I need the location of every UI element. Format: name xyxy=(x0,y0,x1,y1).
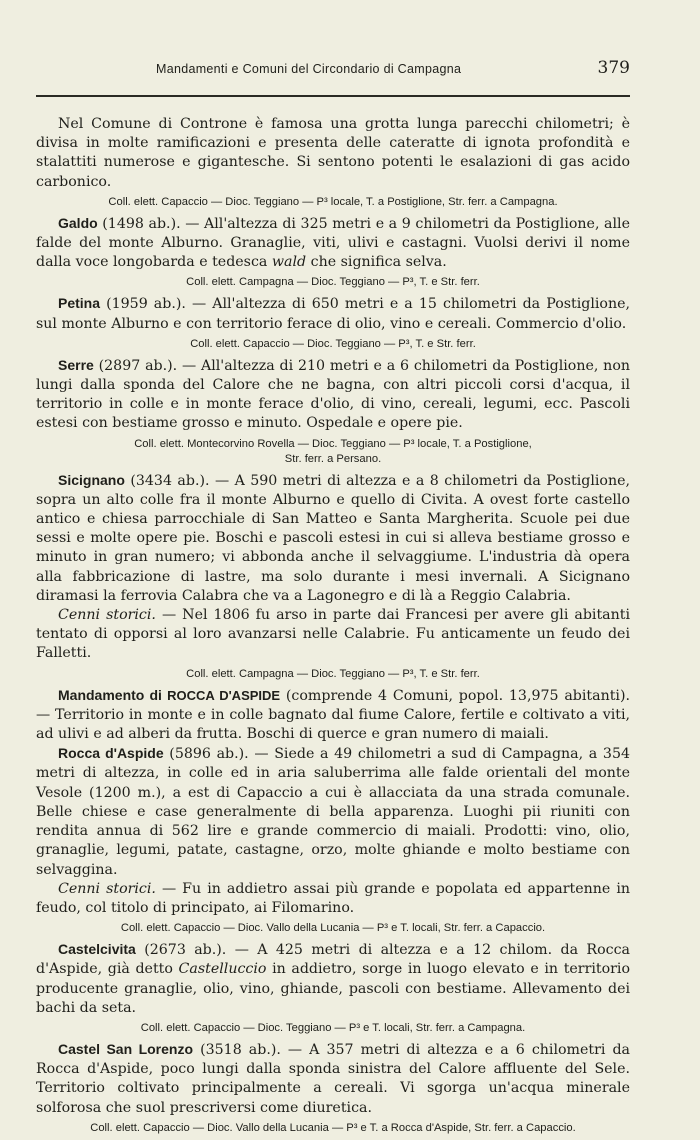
entry-controne-paragraph xyxy=(36,115,630,192)
history-text: — Nel 1806 fu arso in parte dai Francesi per avere gli abitanti tentato di opporsi al loro avanzarsi nelle Calabrie. Fu anticamente un feudo dei Falletti. xyxy=(36,607,630,662)
entry-italic-word: wald xyxy=(271,254,307,271)
entry-petina-paragraph xyxy=(36,294,630,333)
coll-line: Coll. elett. Montecorvino Rovella — Dioc. Teggiano — P³ locale, T. a Postiglione, xyxy=(134,437,532,450)
mandamento-name: ROCCA D'ASPIDE xyxy=(167,687,281,703)
entry-text: Nel Comune di Controne è famosa una grotta lunga parecchi chilometri; è divisa in molte ramificazioni e presenta delle cateratte di ignota profondità e stalattiti numerose e gigantesche. Si sentono potenti le esalazioni di gas acido carbonico. xyxy=(36,116,630,190)
entry-title: Sicignano xyxy=(58,471,125,488)
entry-text: che significa selva. xyxy=(306,254,447,271)
header-rule xyxy=(36,95,630,97)
running-title: Mandamenti e Comuni del Circondario di Campagna xyxy=(156,62,462,76)
entry-castel-san-lorenzo-paragraph xyxy=(36,1040,630,1118)
entry-castel-san-lorenzo-coll: Coll. elett. Capaccio — Dioc. Vallo della Lucania — P³ e T. a Rocca d'Aspide, Str. ferr. a Capaccio. xyxy=(90,1121,576,1134)
entry-petina-coll: Coll. elett. Capaccio — Dioc. Teggiano — P³, T. e Str. ferr. xyxy=(190,337,476,350)
history-label: Cenni storici. xyxy=(58,880,156,897)
entry-text: (3518 ab.). — A 357 metri di altezza e a 6 chilometri da Rocca d'Aspide, poco lungi dalla sponda sinistra del Calore affluente del Sele. Territorio coltivato principalmente a cereali. Vi sgorga un'acqua minerale solforosa che suol prescriversi come diuretica. xyxy=(36,1041,630,1116)
entry-galdo-coll: Coll. elett. Campagna — Dioc. Teggiano — P³, T. e Str. ferr. xyxy=(186,276,480,289)
entry-text: (1959 ab.). — All'altezza di 650 metri e a 15 chilometri da Postiglione, sul monte Alburno e con territorio ferace di olio, vino e cereali. Commercio d'olio. xyxy=(36,296,630,332)
coll-line: Str. ferr. a Persano. xyxy=(284,452,382,465)
entry-sicignano-paragraph xyxy=(36,471,630,606)
entry-title: Castelcivita xyxy=(58,941,136,958)
entry-text: in addietro, sorge in luogo elevato e in territorio producente granaglie, olio, vino, ghiande, pascoli con bestiame. Allevamento dei bachi da seta. xyxy=(36,961,630,1016)
entry-controne-coll: Coll. elett. Capaccio — Dioc. Teggiano — P³ locale, T. a Postiglione, Str. ferr. a Campagna. xyxy=(108,195,558,208)
entry-sicignano-coll: Coll. elett. Campagna — Dioc. Teggiano — P³, T. e Str. ferr. xyxy=(186,667,480,680)
entry-rocca-history xyxy=(36,880,630,918)
history-label: Cenni storici. xyxy=(58,607,156,624)
entry-title: Petina xyxy=(58,295,101,312)
entry-title: Serre xyxy=(58,356,94,373)
entry-text: (2897 ab.). — All'altezza di 210 metri e a 6 chilometri da Postiglione, non lungi dalla sponda del Calore che ne bagna, con altri piccoli corsi d'acqua, il territorio in colle e in monte ferace d'olio, di vino, cereali, legumi, ecc. Pascoli estesi con bestiame grosso e minuto. Ospedale e opere pie. xyxy=(36,357,630,432)
entry-rocca-paragraph xyxy=(36,744,630,879)
entry-galdo-paragraph xyxy=(36,214,630,273)
entry-rocca-coll: Coll. elett. Capaccio — Dioc. Vallo della Lucania — P³ e T. locali, Str. ferr. a Capaccio. xyxy=(120,922,546,935)
page-number: 379 xyxy=(597,58,630,78)
mandamento-rocca-paragraph xyxy=(36,686,630,745)
entry-serre-coll xyxy=(36,437,630,467)
entry-text: (2673 ab.). — A 425 metri di altezza e a 12 chilom. da Rocca d'Aspide, già detto xyxy=(36,942,630,978)
history-text: — Fu in addietro assai più grande e popolata ed appartenne in feudo, col titolo di principato, ai Filomarino. xyxy=(36,880,630,916)
entry-title: Rocca d'Aspide xyxy=(58,745,164,762)
entry-title: Galdo xyxy=(58,214,98,231)
entry-castelcivita-paragraph xyxy=(36,940,630,1018)
page-body xyxy=(36,115,630,1140)
entry-text: (comprende 4 Comuni, popol. 13,975 abitanti). — Territorio in monte e in colle bagnato dal fiume Calore, fertile e coltivato a viti, ad ulivi e ad alberi da frutta. Boschi di querce e gran numero di maiali. xyxy=(36,687,630,743)
entry-title: Castel San Lorenzo xyxy=(58,1040,194,1057)
entry-text: (1498 ab.). — All'altezza di 325 metri e a 9 chilometri da Postiglione, alle falde del monte Alburno. Granaglie, viti, ulivi e castagni. Vuolsi derivi il nome dalla voce longobarda e tedesca xyxy=(36,215,630,271)
entry-serre-paragraph xyxy=(36,356,630,434)
entry-text: (3434 ab.). — A 590 metri di altezza e a 8 chilometri da Postiglione, sopra un alto colle fra il monte Alburno e quello di Civita. A ovest forte castello antico e chiesa parrocchiale di San Matteo e Santa Margherita. Scuole pei due sessi e molte opere pie. Boschi e pascoli estesi in cui si alleva bestiame grosso e minuto in gran numero; vi abbonda anche il selvaggiume. L'industria dà opera alla fabbricazione di lastre, ma solo durante i mesi invernali. A Sicignano diramasi la ferrovia Calabra che va a Lagonegro e di là a Reggio Calabria. xyxy=(36,472,630,604)
entry-italic-word: Castelluccio xyxy=(178,961,267,978)
entry-text: (5896 ab.). — Siede a 49 chilometri a sud di Campagna, a 354 metri di altezza, in colle ed in aria saluberrima alle falde orientali del monte Vesole (1200 m.), a est di Capaccio a cui è allacciata da una strada comunale. Belle chiese e case generalmente di bella apparenza. Luoghi pii riuniti con rendita annua di 562 lire e grande commercio di maiali. Prodotti: vino, olio, granaglie, legumi, patate, castagne, orzo, molte ghiande e molto bestiame con selvaggina. xyxy=(36,746,631,878)
mandamento-title: Mandamento di xyxy=(58,686,168,703)
page-header xyxy=(36,58,630,84)
entry-castelcivita-coll: Coll. elett. Capaccio — Dioc. Teggiano — P³ e T. locali, Str. ferr. a Campagna. xyxy=(140,1021,526,1034)
entry-sicignano-history xyxy=(36,606,630,664)
